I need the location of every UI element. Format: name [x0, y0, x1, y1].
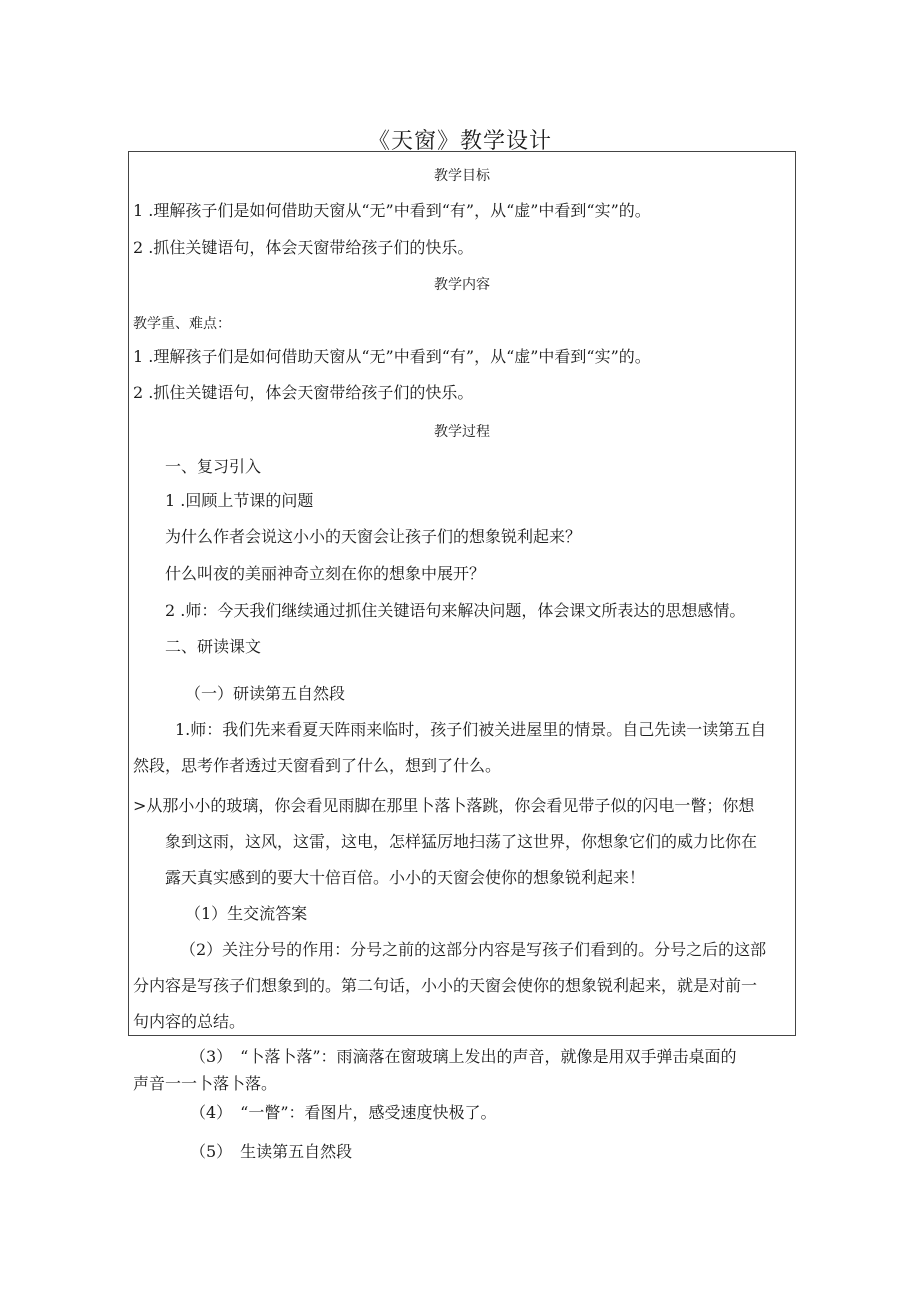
section-1-item-1: 1 .回顾上节课的问题: [165, 491, 314, 510]
quote-line-1: >从那小小的玻璃，你会看见雨脚在那里卜落卜落跳，你会看见带子似的闪电一瞥；你想: [133, 796, 755, 815]
content-header: 教学内容: [434, 277, 490, 293]
document-title: 《天窗》教学设计: [367, 129, 552, 154]
step-1: （1）生交流答案: [185, 904, 308, 923]
section-1-title: 一、复习引入: [165, 457, 262, 476]
quote-line-3: 露天真实感到的要大十倍百倍。小小的天窗会使你的想象锐利起来！: [165, 868, 646, 887]
step-2-line-2: 分内容是写孩子们想象到的。第二句话，小小的天窗会使你的想象锐利起来，就是对前一: [133, 976, 758, 995]
section-2-title: 二、研读课文: [165, 637, 262, 656]
subsection-1-title: （一）研读第五自然段: [185, 684, 346, 703]
step-5: （5） 生读第五自然段: [190, 1142, 353, 1161]
step-3-line-1: （3） “卜落卜落”：雨滴落在窗玻璃上发出的声音，就像是用双手弹击桌面的: [190, 1047, 737, 1066]
step-3-line-2: 声音一一卜落卜落。: [133, 1074, 278, 1093]
section-1-item-2: 2 .师：今天我们继续通过抓住关键语句来解决问题，体会课文所表达的思想感情。: [165, 601, 746, 620]
paragraph-1-line-1: 1.师：我们先来看夏天阵雨来临时，孩子们被关进屋里的情景。自己先读一读第五自: [175, 720, 767, 739]
goal-1: 1 .理解孩子们是如何借助天窗从“无”中看到“有”，从“虚”中看到“实”的。: [133, 201, 651, 220]
goal-2: 2 .抓住关键语句，体会天窗带给孩子们的快乐。: [133, 238, 474, 257]
key-points-label: 教学重、难点：: [133, 316, 231, 332]
process-header: 教学过程: [434, 424, 490, 440]
section-1-question-2: 什么叫夜的美丽神奇立刻在你的想象中展开？: [165, 564, 486, 583]
step-2-line-1: （2）关注分号的作用：分号之前的这部分内容是写孩子们看到的。分号之后的这部: [180, 940, 767, 959]
section-1-question-1: 为什么作者会说这小小的天窗会让孩子们的想象锐利起来？: [165, 527, 582, 546]
step-2-line-3: 句内容的总结。: [133, 1012, 246, 1031]
quote-line-2: 象到这雨，这风，这雷，这电，怎样猛厉地扫荡了这世界，你想象它们的威力比你在: [165, 832, 758, 851]
key-point-2: 2 .抓住关键语句，体会天窗带给孩子们的快乐。: [133, 383, 474, 402]
step-4: （4） “一瞥”：看图片，感受速度快极了。: [190, 1103, 497, 1122]
paragraph-1-line-2: 然段，思考作者透过天窗看到了什么，想到了什么。: [133, 756, 502, 775]
key-point-1: 1 .理解孩子们是如何借助天窗从“无”中看到“有”，从“虚”中看到“实”的。: [133, 347, 651, 366]
goals-header: 教学目标: [434, 168, 490, 184]
